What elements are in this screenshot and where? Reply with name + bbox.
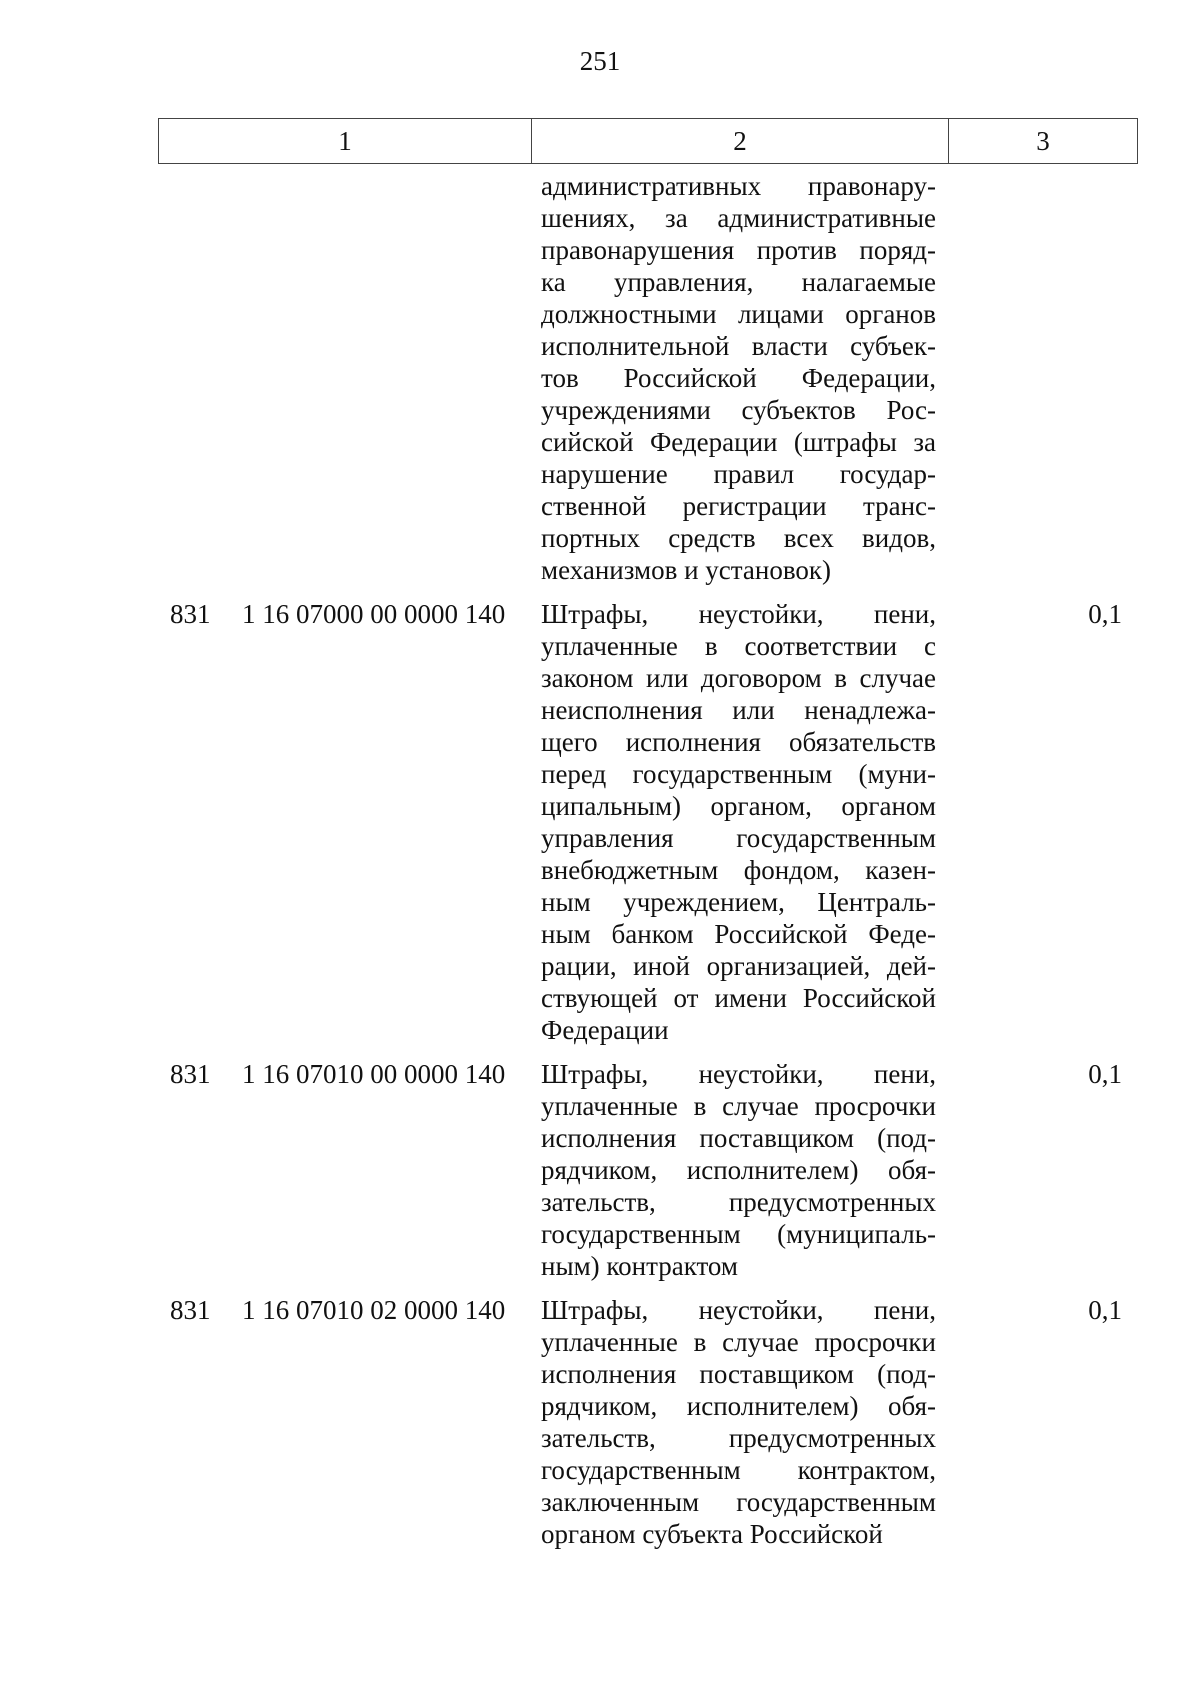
description-line: государственным контрактом,: [541, 1455, 936, 1485]
page-number: 251: [579, 46, 621, 76]
description-line: перед государственным (муни-: [541, 759, 936, 789]
description-line: уплаченные в соответствии с: [541, 631, 936, 661]
continuation-line: сийской Федерации (штрафы за: [541, 427, 936, 457]
continuation-line: административных правонару-: [541, 171, 936, 201]
admin-code-cell: 831: [170, 1295, 211, 1325]
description-line: внебюджетным фондом, казен-: [541, 855, 936, 885]
description-line: Штрафы, неустойки, пени,: [541, 599, 936, 629]
description-line: государственным (муниципаль-: [541, 1219, 936, 1249]
description-line: уплаченные в случае просрочки: [541, 1327, 936, 1357]
description-line: ным учреждением, Централь-: [541, 887, 936, 917]
value-cell: 0,1: [1088, 599, 1122, 629]
continuation-line: шениях, за административные: [541, 203, 936, 233]
description-line: ным банком Российской Феде-: [541, 919, 936, 949]
value-cell: 0,1: [1088, 1059, 1122, 1089]
description-line: ным) контрактом: [541, 1251, 739, 1281]
kbk-code-cell: 1 16 07000 00 0000 140: [242, 599, 506, 629]
continuation-line: портных средств всех видов,: [541, 523, 936, 553]
description-line: Штрафы, неустойки, пени,: [541, 1059, 936, 1089]
description-line: рядчиком, исполнителем) обя-: [541, 1391, 936, 1421]
admin-code-cell: 831: [170, 1059, 211, 1089]
description-line: уплаченные в случае просрочки: [541, 1091, 936, 1121]
description-line: Федерации: [541, 1015, 669, 1045]
continuation-line: учреждениями субъектов Рос-: [541, 395, 936, 425]
description-line: исполнения поставщиком (под-: [541, 1359, 936, 1389]
description-line: Штрафы, неустойки, пени,: [541, 1295, 936, 1325]
continuation-line: тов Российской Федерации,: [541, 363, 936, 393]
column-header-table: [158, 118, 1138, 164]
continuation-line: ственной регистрации транс-: [541, 491, 936, 521]
column-header-2: 2: [532, 119, 949, 164]
description-line: органом субъекта Российской: [541, 1519, 883, 1549]
description-line: ципальным) органом, органом: [541, 791, 936, 821]
description-line: неисполнения или ненадлежа-: [541, 695, 936, 725]
description-line: управления государственным: [541, 823, 936, 853]
description-line: рации, иной организацией, дей-: [541, 951, 936, 981]
description-line: щего исполнения обязательств: [541, 727, 936, 757]
kbk-code-cell: 1 16 07010 02 0000 140: [242, 1295, 506, 1325]
column-header-row: [159, 119, 1138, 164]
continuation-line: механизмов и установок): [541, 555, 832, 585]
column-header-1: 1: [159, 119, 532, 164]
continuation-line: должностными лицами органов: [541, 299, 936, 329]
description-line: зательств, предусмотренных: [541, 1187, 936, 1217]
description-line: зательств, предусмотренных: [541, 1423, 936, 1453]
description-line: исполнения поставщиком (под-: [541, 1123, 936, 1153]
continuation-line: ка управления, налагаемые: [541, 267, 936, 297]
continuation-line: исполнительной власти субъек-: [541, 331, 936, 361]
description-line: заключенным государственным: [541, 1487, 936, 1517]
description-line: ствующей от имени Российской: [541, 983, 936, 1013]
kbk-code-cell: 1 16 07010 00 0000 140: [242, 1059, 506, 1089]
continuation-line: нарушение правил государ-: [541, 459, 936, 489]
value-cell: 0,1: [1088, 1295, 1122, 1325]
column-header-3: 3: [949, 119, 1138, 164]
description-line: рядчиком, исполнителем) обя-: [541, 1155, 936, 1185]
continuation-line: правонарушения против поряд-: [541, 235, 936, 265]
description-line: законом или договором в случае: [541, 663, 936, 693]
admin-code-cell: 831: [170, 599, 211, 629]
